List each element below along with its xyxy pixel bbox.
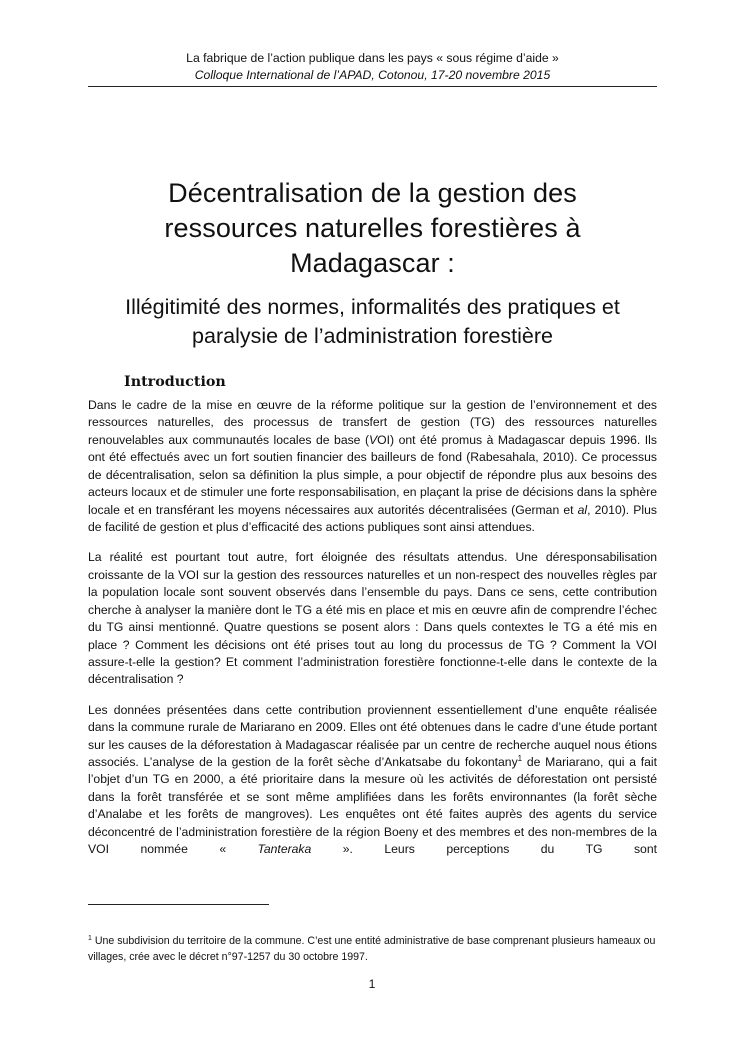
paper-subtitle: Illégitimité des normes, informalités des pratiques et paralysie de l’administration forestière [125, 295, 620, 348]
paragraph-3 [88, 702, 657, 859]
footnote-reference-1[interactable]: 1 [517, 753, 523, 763]
paper-title: Décentralisation de la gestion des ressources naturelles forestières à Madagascar : [164, 178, 581, 278]
footnote-number: 1 [88, 935, 92, 942]
paragraph-3-part-a: Les données présentées dans cette contribution proviennent essentiellement d’une enquête réalisée dans la commune rurale de Mariarano en 2009. Elles ont été obtenues dans le cadre d’une étude portant sur les causes de la déforestation à Madagascar réalisée par un centre de recherche auquel nous étions associés. L’analyse de la gestion de la forêt sèche d’Ankatsabe du fokontany [88, 702, 657, 769]
paragraph-1-italic-v: V [369, 432, 378, 447]
paragraph-1-italic-al: al [577, 502, 588, 517]
paragraph-2: La réalité est pourtant tout autre, fort éloignée des résultats attendus. Une déresponsabilisation croissante de la VOI sur la gestion des ressources naturelles et un non-respect des nouvelles règles par la population locale sont souvent observés dans l’ensemble du pays. Dans ce sens, cette contribution cherche à analyser la manière dont le TG a été mis en place et mis en œuvre afin de comprendre l’échec du TG ainsi mentionné. Quatre questions se posent alors : Dans quels contextes le TG a été mis en place ? Comment les décisions ont été prises tout au long du processus de TG ? Comment la VOI assure-t-elle la gestion? Et comment l’administration forestière fonctionne-t-elle dans le contexte de la décentralisation ? [88, 550, 657, 687]
section-heading-introduction: Introduction [124, 374, 226, 390]
page-number: 1 [368, 977, 376, 991]
footnote-rule [88, 904, 269, 905]
paragraph-1-part-b: OI) ont été promus à Madagascar depuis 1996. Ils ont été effectués avec un fort soutien financier des bailleurs de fond (Rabesahala, 2010). Ce processus de décentralisation, selon sa définition la plus simple, a pour objectif de répondre plus aux besoins des acteurs locaux et de stimuler une forte responsabilisation, en plaçant la prise de décisions dans la sphère locale et en transférant les moyens nécessaires aux autorités décentralisées (German et [88, 432, 657, 517]
paragraph-1 [88, 397, 657, 537]
paragraph-1-part-a: Dans le cadre de la mise en œuvre de la réforme politique sur la gestion de l’environnement et des ressources naturelles, des processus de transfert de gestion (TG) des ressources naturelles renouvelables aux communautés locales de base ( [88, 398, 657, 447]
footnote-1 [88, 934, 657, 965]
paragraph-3-part-c: ». Leurs perceptions du TG sont [311, 842, 657, 857]
header-rule [88, 86, 657, 87]
paragraph-1-part-c: , 2010). Plus de facilité de gestion et plus d’efficacité des actions publiques sont ainsi attendues. [88, 502, 657, 535]
paragraph-3-part-b: de Mariarano, qui a fait l’objet d’un TG en 2000, a été prioritaire dans la mesure où les activités de déforestation ont persisté dans la forêt transférée et se sont même amplifiées dans les forêts environnantes (la forêt sèche d’Analabe et les forêts de mangroves). Les enquêtes ont été faites auprès des agents du service déconcentré de l’administration forestière de la région Boeny et des membres et des non-membres de la VOI nommée « [88, 754, 657, 857]
footnote-text: Une subdivision du territoire de la commune. C’est une entité administrative de base comprenant plusieurs hameaux ou villages, crée avec le décret n°97-1257 du 30 octobre 1997. [88, 935, 656, 963]
running-header [88, 50, 657, 84]
body-text [88, 397, 657, 871]
running-header-line2: Colloque International de l’APAD, Cotonou, 17-20 novembre 2015 [194, 68, 551, 82]
paragraph-3-italic-tanteraka: Tanteraka [257, 842, 312, 857]
running-header-line1: La fabrique de l’action publique dans les pays « sous régime d’aide » [186, 51, 559, 65]
